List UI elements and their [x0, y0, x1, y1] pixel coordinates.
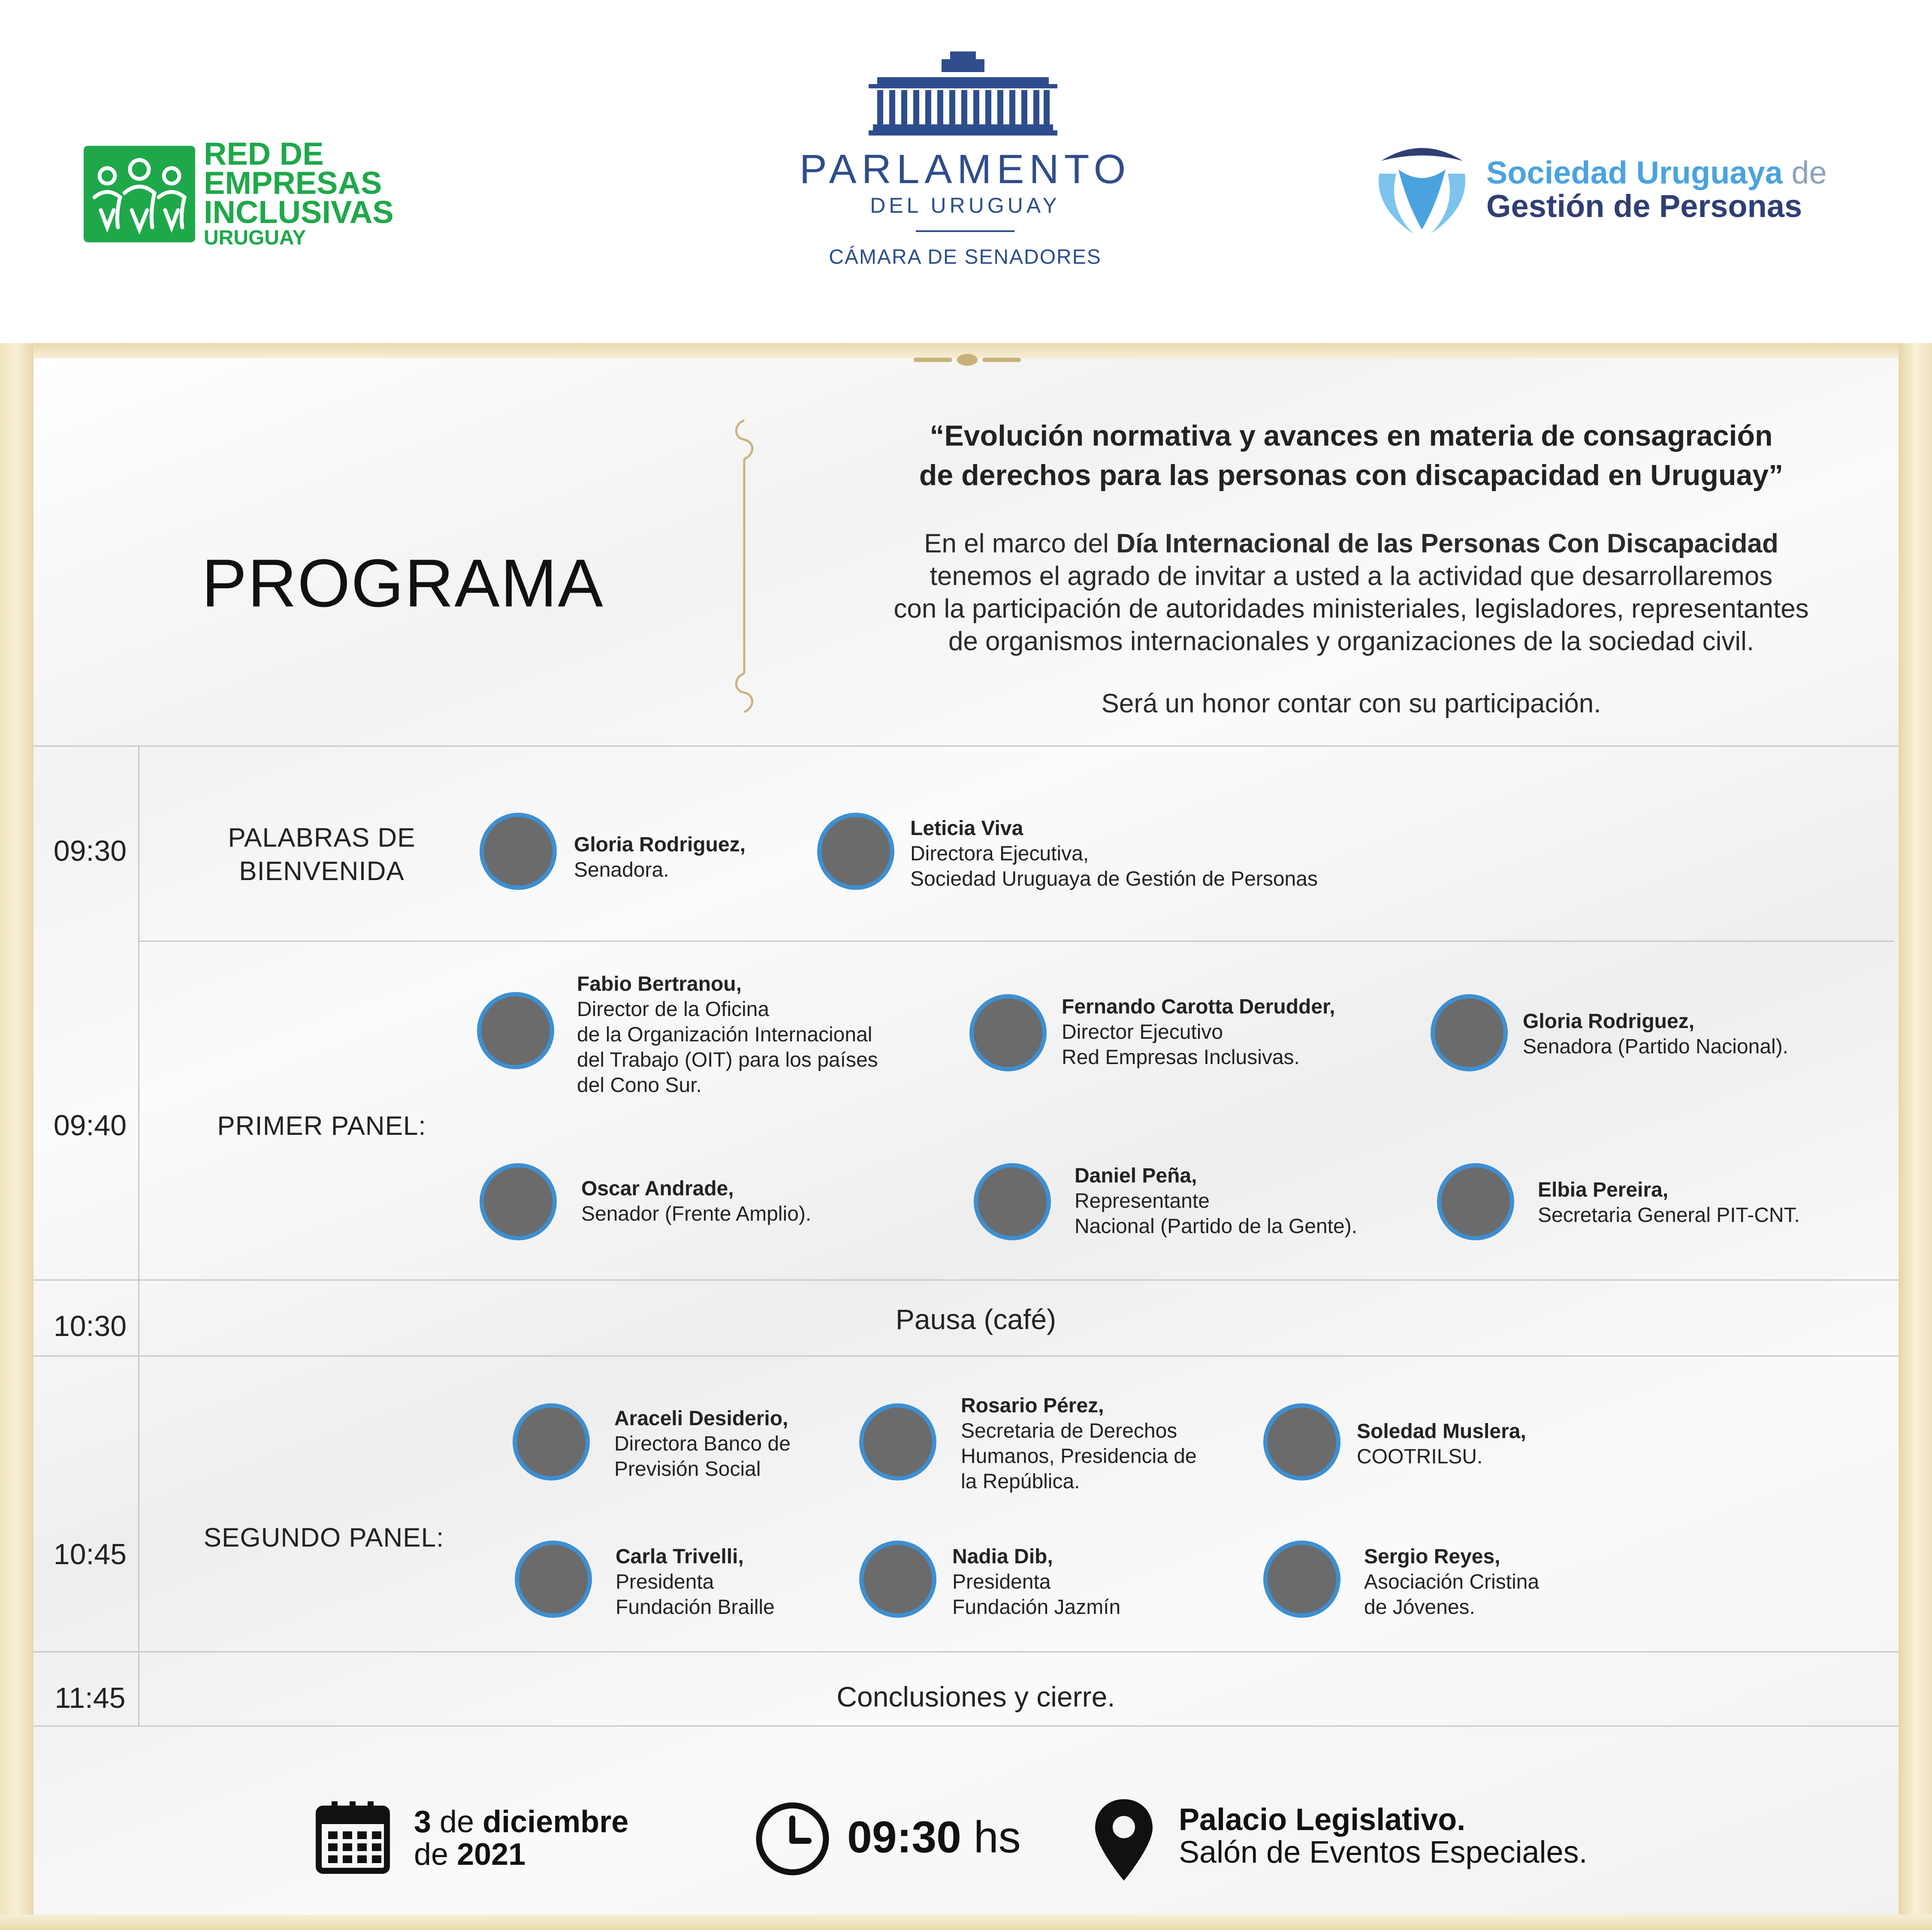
event-place-name-text: Palacio Legislativo. [1179, 1803, 1466, 1837]
invitation-text [836, 528, 1866, 658]
slot-1-label [184, 821, 459, 888]
slot-4-label: SEGUNDO PANEL: [203, 1523, 444, 1553]
avatar [859, 1541, 936, 1618]
invitation-line2: tenemos el agrado de invitar a usted a la actividad que desarrollaremos [930, 561, 1773, 591]
parlamento-chamber: CÁMARA DE SENADORES [829, 246, 1102, 268]
gold-frame-left [0, 343, 33, 1930]
clock-icon [755, 1801, 830, 1876]
speaker-4-5 [952, 1544, 1210, 1620]
event-place-room: Salón de Eventos Especiales. [1179, 1835, 1588, 1870]
time-slot-1: 09:30 [53, 835, 127, 867]
time-slot-2: 09:40 [53, 1109, 127, 1142]
speaker-2-5 [1075, 1163, 1418, 1239]
speaker-1-2 [910, 816, 1425, 892]
speaker-role: Presidenta Fundación Jazmín [952, 1571, 1121, 1619]
speaker-4-1 [614, 1406, 854, 1482]
schedule-line-3 [33, 1355, 1899, 1357]
speaker-role: COOTRILSU. [1357, 1445, 1483, 1468]
parlamento-divider [916, 230, 1014, 232]
schedule-top-line [33, 745, 1899, 747]
closing-label: Conclusiones y cierre. [836, 1681, 1115, 1713]
invitation-highlight: Día Internacional de las Personas Con Discapacidad [1116, 529, 1778, 558]
avatar [974, 1163, 1051, 1240]
speaker-role: Director Ejecutivo Red Empresas Inclusivas. [1062, 1021, 1300, 1069]
speaker-2-4 [581, 1176, 903, 1227]
red-empresas-logo-text [204, 136, 427, 249]
avatar [480, 813, 557, 890]
event-date-de2: de [414, 1837, 457, 1872]
invitation-prefix: En el marco del [924, 529, 1117, 558]
speaker-name: Elbia Pereira, [1538, 1179, 1669, 1201]
speaker-name: Gloria Rodriguez, [574, 833, 746, 856]
event-year: 2021 [457, 1837, 526, 1872]
speaker-2-6 [1538, 1177, 1881, 1228]
event-title-line1: “Evolución normativa y avances en materia de consagración [930, 419, 1773, 452]
speaker-1-1 [574, 832, 797, 883]
speaker-name: Soledad Muslera, [1357, 1420, 1526, 1443]
schedule-bottom-line [33, 1725, 1899, 1727]
speaker-2-3 [1523, 1009, 1866, 1059]
event-date-de: de [431, 1805, 483, 1839]
invitation-closing: Será un honor contar con su participación. [1101, 689, 1601, 718]
speaker-role: Director de la Oficina de la Organización Internacional del Trabajo (OIT) para los países del Cono Sur. [577, 998, 878, 1097]
avatar [1437, 1163, 1514, 1240]
parlamento-title: PARLAMENTO [799, 146, 1131, 192]
event-place-name [1179, 1803, 1822, 1836]
event-day: 3 [414, 1805, 432, 1839]
speaker-2-1 [577, 971, 920, 1098]
speaker-role: Asociación Cristina de Jóvenes. [1364, 1571, 1540, 1619]
calendar-icon [315, 1799, 390, 1874]
slot-2-label: PRIMER PANEL: [217, 1111, 426, 1141]
speaker-role: Presidenta Fundación Braille [616, 1571, 775, 1619]
speaker-name: Araceli Desiderio, [614, 1407, 788, 1430]
break-label: Pausa (café) [895, 1303, 1057, 1335]
red-logo-line4: URUGUAY [204, 226, 306, 249]
frame-ornament-icon [914, 352, 1021, 369]
speaker-4-4 [616, 1544, 856, 1620]
speaker-name: Fernando Carotta Derudder, [1062, 995, 1335, 1018]
speaker-role: Senador (Frente Amplio). [581, 1203, 812, 1225]
sug-logo-mark [1373, 139, 1471, 238]
invitation-line1 [836, 528, 1866, 560]
gold-frame-bottom [0, 1915, 1932, 1930]
avatar [1431, 994, 1508, 1071]
speaker-name: Fabio Bertranou, [577, 973, 742, 995]
red-logo-line3: INCLUSIVAS [204, 194, 394, 230]
vertical-ornament-icon [729, 416, 759, 716]
speaker-role: Secretaria General PIT-CNT. [1538, 1204, 1800, 1227]
speaker-name: Daniel Peña, [1075, 1164, 1197, 1187]
slot-1-label-line1: PALABRAS DE [228, 823, 416, 853]
sug-logo-line1 [1486, 154, 1827, 191]
red-empresas-logo-mark [84, 146, 195, 242]
time-slot-5: 11:45 [54, 1682, 126, 1714]
speaker-4-2 [961, 1393, 1261, 1494]
sug-logo-name: Sociedad Uruguaya [1486, 155, 1783, 190]
avatar [513, 1403, 590, 1481]
event-date [414, 1806, 714, 1871]
invitation-line3: con la participación de autoridades ministeriales, legisladores, representantes [894, 594, 1809, 624]
sug-logo-line2: Gestión de Personas [1486, 188, 1802, 224]
schedule-line-2 [33, 1279, 1899, 1281]
avatar [480, 1163, 557, 1240]
speaker-name: Gloria Rodriguez, [1523, 1010, 1695, 1033]
schedule-line-1 [139, 941, 1894, 942]
page-title: PROGRAMA [202, 546, 604, 621]
speaker-role: Directora Ejecutiva, Sociedad Uruguaya de Gestión de Personas [910, 842, 1318, 890]
speaker-role: Senadora. [574, 859, 669, 881]
event-title [836, 416, 1866, 495]
speaker-role: Senadora (Partido Nacional). [1523, 1035, 1789, 1058]
speaker-name: Leticia Viva [910, 817, 1023, 840]
red-logo-line2: EMPRESAS [204, 165, 382, 201]
schedule-time-column-line [138, 745, 139, 1727]
avatar [817, 813, 894, 890]
speaker-name: Sergio Reyes, [1364, 1545, 1500, 1568]
gold-frame-right [1899, 343, 1932, 1930]
location-pin-icon [1092, 1797, 1156, 1883]
speaker-name: Nadia Dib, [952, 1545, 1053, 1568]
speaker-role: Secretaria de Derechos Humanos, Presidencia de la República. [961, 1420, 1197, 1493]
speaker-4-6 [1364, 1544, 1621, 1620]
event-location [1179, 1803, 1822, 1869]
avatar [859, 1403, 936, 1481]
time-slot-3: 10:30 [53, 1310, 127, 1342]
event-title-line2: de derechos para las personas con discapacidad en Uruguay” [919, 459, 1784, 492]
speaker-name: Rosario Pérez, [961, 1394, 1104, 1417]
avatar [969, 994, 1047, 1071]
event-time-unit: hs [961, 1812, 1021, 1862]
invitation-line4: de organismos internacionales y organizaciones de la sociedad civil. [948, 627, 1754, 656]
speaker-role: Representante Nacional (Partido de la Gente). [1075, 1190, 1358, 1238]
speaker-name: Carla Trivelli, [616, 1545, 744, 1568]
slot-1-label-line2: BIENVENIDA [239, 856, 405, 886]
avatar [1263, 1403, 1340, 1481]
avatar [1263, 1541, 1340, 1618]
speaker-name: Oscar Andrade, [581, 1177, 734, 1200]
schedule-line-4 [33, 1651, 1899, 1653]
parliament-building-icon [869, 51, 1057, 137]
avatar [515, 1541, 592, 1618]
red-logo-line1: RED DE [204, 136, 324, 172]
event-time [847, 1812, 1021, 1863]
speaker-role: Directora Banco de Previsión Social [614, 1432, 791, 1481]
speaker-2-2 [1062, 994, 1396, 1070]
time-slot-4: 10:45 [53, 1538, 127, 1571]
sug-logo-de: de [1791, 155, 1827, 190]
parlamento-subtitle: DEL URUGUAY [870, 193, 1060, 217]
event-month: diciembre [483, 1805, 629, 1839]
event-time-value: 09:30 [847, 1812, 961, 1862]
avatar [477, 992, 554, 1069]
event-date-line2 [414, 1838, 714, 1871]
event-date-line1 [414, 1806, 714, 1838]
speaker-4-3 [1357, 1419, 1614, 1469]
